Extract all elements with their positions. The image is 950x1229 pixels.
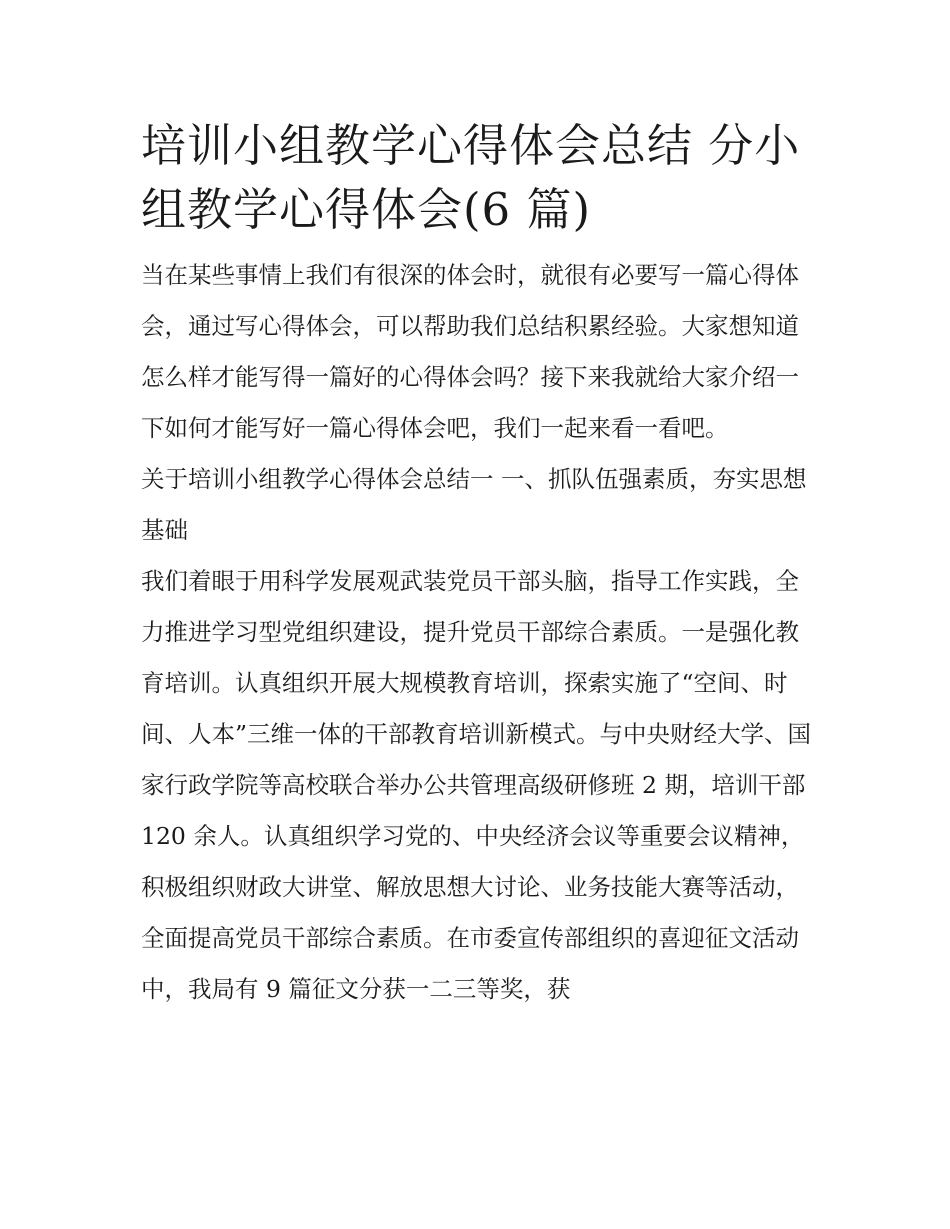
body-paragraph: 我们着眼于用科学发展观武装党员干部头脑，指导工作实践，全力推进学习型党组织建设，提升党员干部综合素质。一是强化教育培训。认真组织开展大规模教育培训，探索实施了“空间、时间、人本”三维一体的干部教育培训新模式。与中央财经大学、国家行政学院等高校联合举办公共管理高级研修班 2 期，培训干部 120 余人。认真组织学习党的、中央经济会议等重要会议精神，积极组织财政大讲堂、解放思想大讨论、业务技能大赛等活动，全面提高党员干部综合素质。在市委宣传部组织的喜迎征文活动中，我局有 9 篇征文分获一二三等奖，获: [141, 567, 812, 1003]
section-heading: 关于培训小组教学心得体会总结一 一、抓队伍强素质，夯实思想基础: [141, 465, 807, 544]
document-title: 培训小组教学心得体会总结 分小组教学心得体会(6 篇): [141, 119, 801, 236]
document-body: [141, 114, 813, 1015]
intro-paragraph: 当在某些事情上我们有很深的体会时，就很有必要写一篇心得体会，通过写心得体会，可以帮助我们总结积累经验。大家想知道怎么样才能写得一篇好的心得体会吗？接下来我就给大家介绍一下如何才能写好一篇心得体会吧，我们一起来看一看吧。: [141, 261, 799, 442]
